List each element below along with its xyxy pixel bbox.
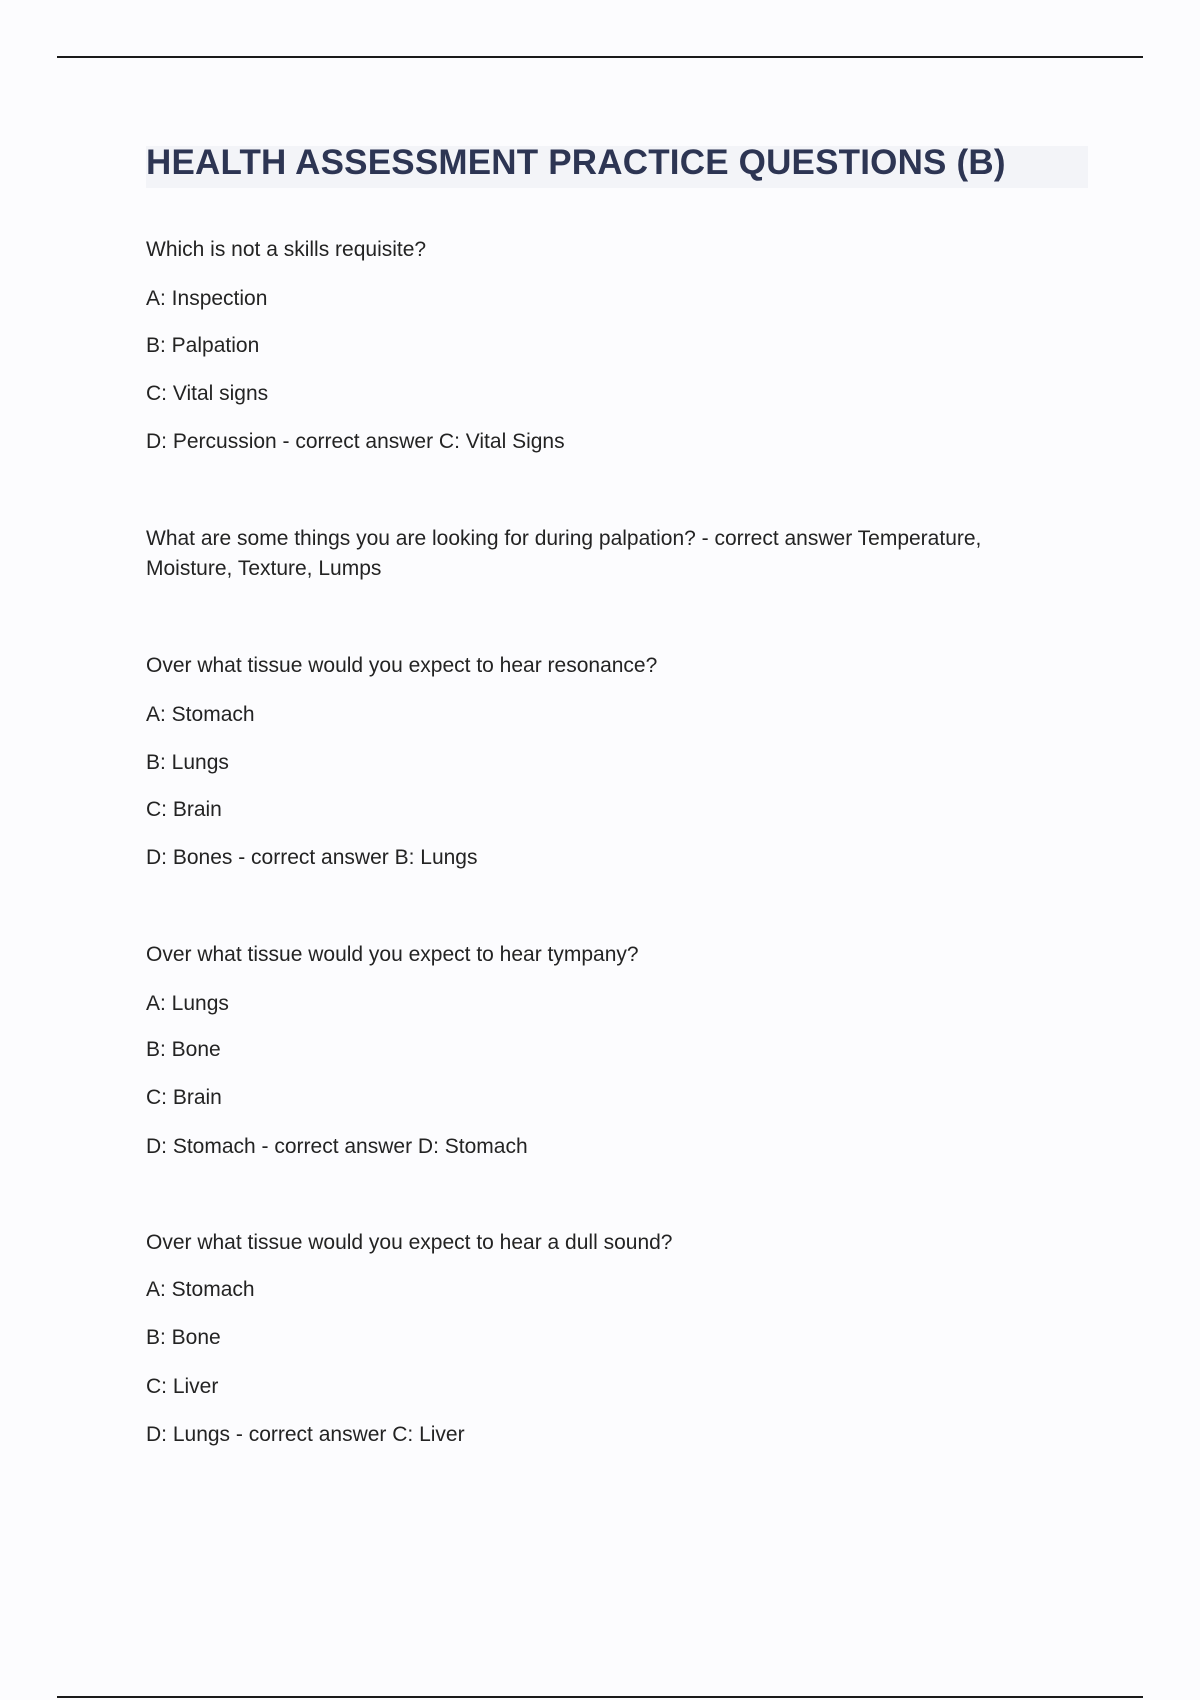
question-4-option-a: A: Lungs [146,992,229,1015]
question-3-option-a: A: Stomach [146,703,255,726]
question-3-option-b: B: Lungs [146,751,229,774]
top-rule [57,56,1143,58]
question-1-option-a: A: Inspection [146,287,268,310]
question-1-text: Which is not a skills requisite? [146,238,427,261]
question-4-option-d-answer: D: Stomach - correct answer D: Stomach [146,1135,528,1158]
question-5-option-a: A: Stomach [146,1278,255,1301]
question-1-option-d-answer: D: Percussion - correct answer C: Vital Signs [146,430,565,453]
question-4-text: Over what tissue would you expect to hear tympany? [146,943,639,966]
question-1-option-c: C: Vital signs [146,382,269,405]
question-1-option-b: B: Palpation [146,334,260,357]
question-5-text: Over what tissue would you expect to hear a dull sound? [146,1231,673,1254]
bottom-rule [57,1696,1143,1698]
question-3-text: Over what tissue would you expect to hear resonance? [146,654,658,677]
question-5-option-c: C: Liver [146,1375,219,1398]
question-2-text-answer: What are some things you are looking for during palpation? - correct answer Temperature, Moisture, Texture, Lumps [146,527,982,580]
question-4-option-b: B: Bone [146,1038,221,1061]
question-3-option-c: C: Brain [146,798,222,821]
page-title: HEALTH ASSESSMENT PRACTICE QUESTIONS (B) [146,143,1006,182]
question-5-option-d-answer: D: Lungs - correct answer C: Liver [146,1423,465,1446]
question-4-option-c: C: Brain [146,1086,222,1109]
question-3-option-d-answer: D: Bones - correct answer B: Lungs [146,846,478,869]
question-5-option-b: B: Bone [146,1326,221,1349]
